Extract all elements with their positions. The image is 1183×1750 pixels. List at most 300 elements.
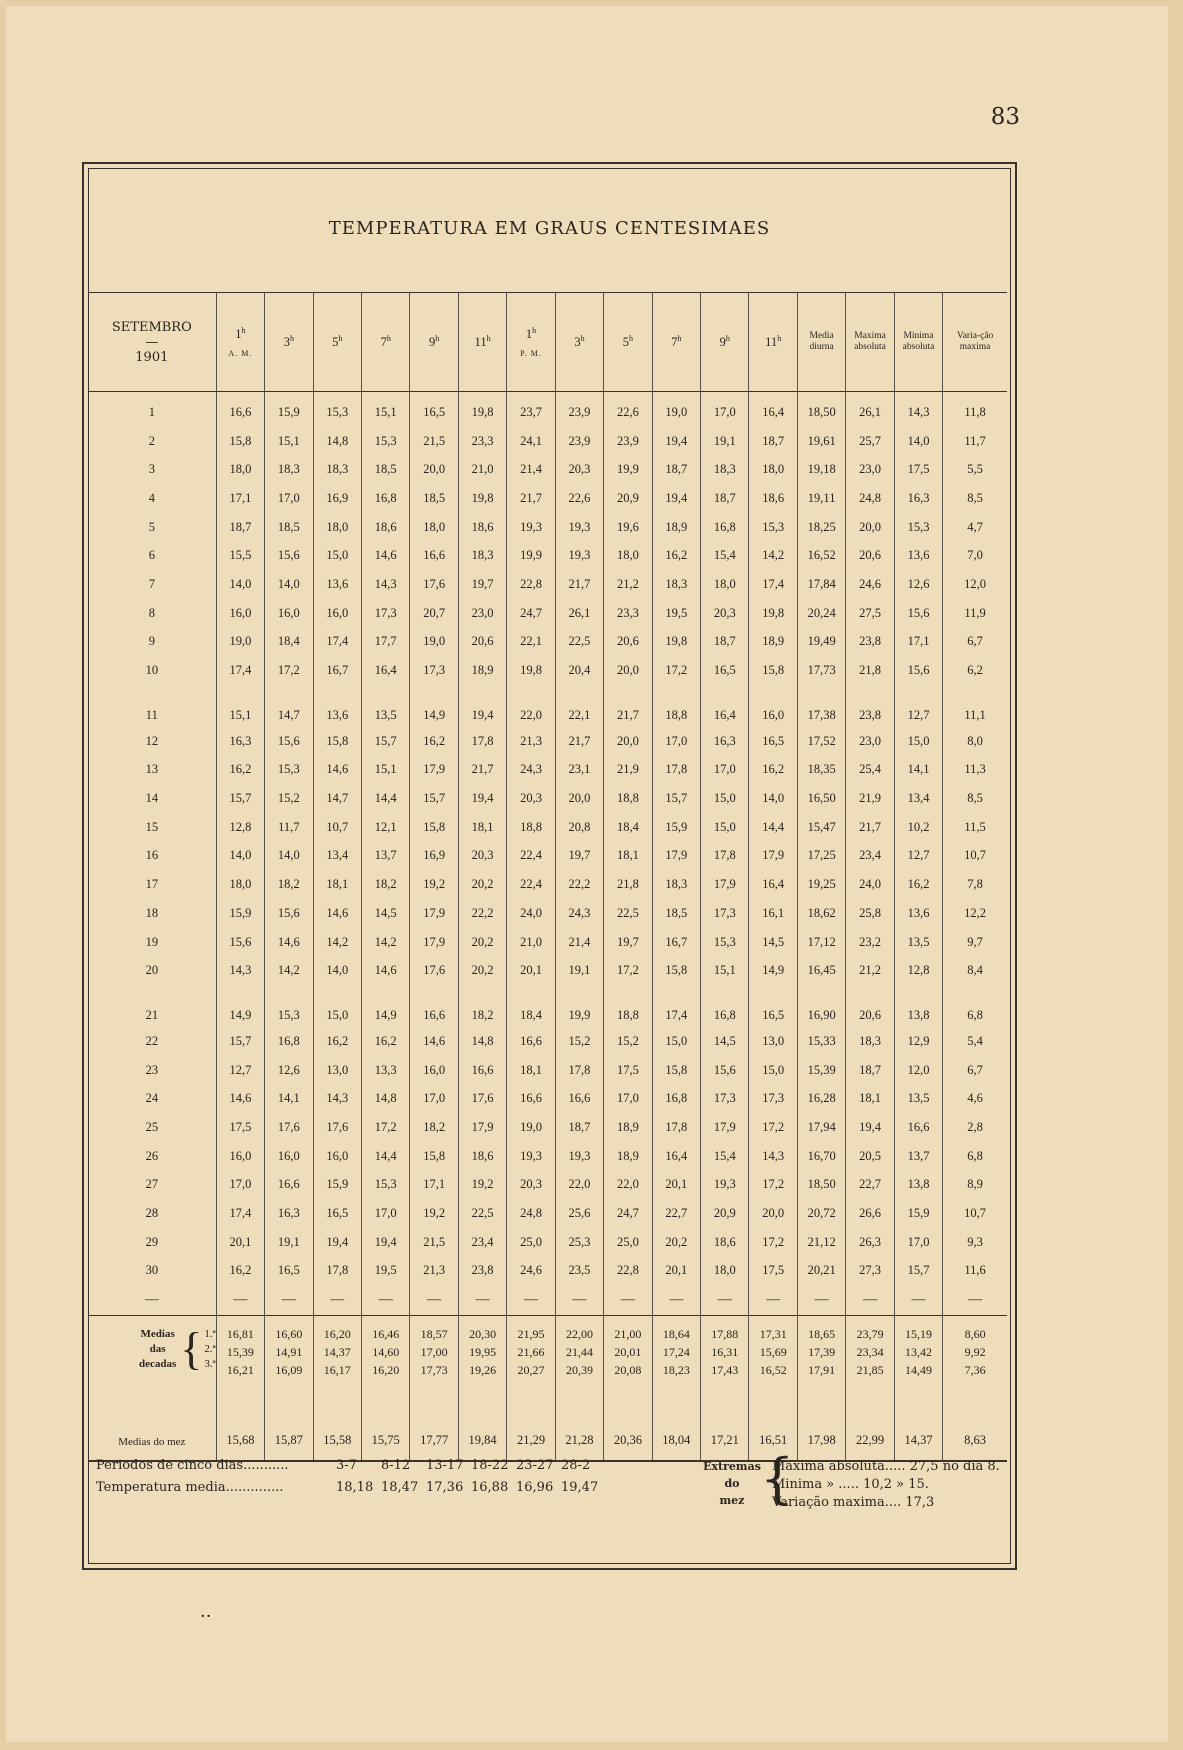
- dash-cell: —: [265, 1285, 313, 1316]
- temp-row: [96, 1480, 283, 1495]
- value-cell: 17,9: [701, 1113, 749, 1142]
- table-row: [88, 1199, 1007, 1228]
- value-cell: 17,0: [604, 1084, 652, 1113]
- decade-value-cell: 18,23: [652, 1362, 700, 1390]
- decade-value-cell: 13,42: [894, 1344, 942, 1362]
- value-cell: 19,18: [797, 455, 845, 484]
- decade-value-cell: 20,30: [458, 1316, 506, 1345]
- value-cell: 18,5: [265, 513, 313, 542]
- value-cell: 18,0: [604, 541, 652, 570]
- decade-value-cell: 15,19: [894, 1316, 942, 1345]
- decade-label-word: decadas: [138, 1357, 177, 1370]
- value-cell: 16,3: [701, 727, 749, 756]
- value-cell: 19,8: [652, 628, 700, 657]
- value-cell: 20,5: [846, 1142, 894, 1171]
- value-cell: 16,9: [410, 842, 458, 871]
- table-row: [88, 599, 1007, 628]
- value-cell: 18,35: [797, 756, 845, 785]
- value-cell: 19,5: [361, 1257, 409, 1286]
- day-cell: 2: [148, 433, 155, 448]
- value-cell: 21,2: [604, 570, 652, 599]
- value-cell: 15,8: [652, 1056, 700, 1085]
- value-cell: 26,1: [555, 599, 603, 628]
- table-row: [88, 392, 1007, 427]
- value-cell: 12,7: [216, 1056, 264, 1085]
- periods-row: [96, 1458, 289, 1473]
- table-row: [88, 1084, 1007, 1113]
- dash-cell: —: [507, 1285, 555, 1316]
- month-mean-cell: 20,36: [604, 1390, 652, 1461]
- value-cell: 23,9: [555, 392, 603, 427]
- header-hour-label: 11: [474, 335, 487, 350]
- value-cell: 19,8: [507, 656, 555, 685]
- value-cell: 17,94: [797, 1113, 845, 1142]
- value-cell: 12,7: [894, 842, 942, 871]
- value-cell: 19,11: [797, 484, 845, 513]
- value-cell: 16,5: [313, 1199, 361, 1228]
- value-cell: 20,2: [458, 956, 506, 985]
- value-cell: 15,0: [313, 541, 361, 570]
- value-cell: 25,6: [555, 1199, 603, 1228]
- day-cell: 18: [145, 905, 159, 920]
- value-cell: 16,4: [701, 685, 749, 727]
- decade-value-cell: 16,20: [361, 1362, 409, 1390]
- header-hour-label: 1: [235, 327, 242, 342]
- value-cell: 21,7: [555, 727, 603, 756]
- value-cell: 14,7: [313, 784, 361, 813]
- value-cell: 20,1: [216, 1228, 264, 1257]
- value-cell: 16,28: [797, 1084, 845, 1113]
- value-cell: 19,4: [458, 784, 506, 813]
- value-cell: 23,9: [604, 427, 652, 456]
- extremes-label-2: do: [724, 1477, 740, 1490]
- value-cell: 17,4: [652, 985, 700, 1027]
- value-cell: 20,3: [701, 599, 749, 628]
- value-cell: 16,45: [797, 956, 845, 985]
- value-cell: 19,1: [701, 427, 749, 456]
- value-cell: 19,4: [846, 1113, 894, 1142]
- value-cell: 18,0: [410, 513, 458, 542]
- value-cell: 17,84: [797, 570, 845, 599]
- value-cell: 18,2: [458, 985, 506, 1027]
- value-cell: 15,39: [797, 1056, 845, 1085]
- value-cell: 16,0: [313, 1142, 361, 1171]
- decade-value-cell: 20,27: [507, 1362, 555, 1390]
- value-cell: 18,7: [749, 427, 797, 456]
- value-cell: 17,2: [652, 656, 700, 685]
- value-cell: 18,7: [652, 455, 700, 484]
- decade-number: 2.ª: [204, 1342, 216, 1355]
- decade-value-cell: 17,24: [652, 1344, 700, 1362]
- decade-value-cell: 20,39: [555, 1362, 603, 1390]
- day-cell: 7: [148, 576, 155, 591]
- value-cell: 16,6: [410, 985, 458, 1027]
- table-row: [88, 455, 1007, 484]
- value-cell: 19,3: [555, 541, 603, 570]
- value-cell: 18,8: [652, 685, 700, 727]
- decade-value-cell: 16,17: [313, 1362, 361, 1390]
- value-cell: 16,6: [216, 392, 264, 427]
- value-cell: 16,5: [701, 656, 749, 685]
- value-cell: 15,5: [216, 541, 264, 570]
- decade-value-cell: 21,85: [846, 1362, 894, 1390]
- value-cell: 15,7: [652, 784, 700, 813]
- value-cell: 17,0: [652, 727, 700, 756]
- value-cell: 20,0: [749, 1199, 797, 1228]
- value-cell: 19,2: [410, 1199, 458, 1228]
- table-row: [88, 813, 1007, 842]
- value-cell: 16,2: [313, 1027, 361, 1056]
- value-cell: 18,7: [701, 628, 749, 657]
- period-value: 3-7: [336, 1458, 357, 1473]
- table-row: [88, 727, 1007, 756]
- value-cell: 16,8: [265, 1027, 313, 1056]
- table-row: [88, 628, 1007, 657]
- value-cell: 14,4: [361, 784, 409, 813]
- value-cell: 16,5: [410, 392, 458, 427]
- value-cell: 14,7: [265, 685, 313, 727]
- value-cell: 15,2: [604, 1027, 652, 1056]
- value-cell: 15,9: [216, 899, 264, 928]
- decade-value-cell: 14,91: [265, 1344, 313, 1362]
- value-cell: 13,6: [894, 541, 942, 570]
- decade-value-cell: 20,08: [604, 1362, 652, 1390]
- decade-number: 3.ª: [204, 1357, 216, 1370]
- header-hour-8: [555, 293, 603, 392]
- value-cell: 23,8: [846, 685, 894, 727]
- value-cell: 20,1: [507, 956, 555, 985]
- value-cell: 10,7: [943, 842, 1007, 871]
- value-cell: 18,4: [507, 985, 555, 1027]
- value-cell: 16,2: [652, 541, 700, 570]
- value-cell: 18,8: [604, 784, 652, 813]
- value-cell: 18,1: [313, 870, 361, 899]
- value-cell: 26,3: [846, 1228, 894, 1257]
- value-cell: 22,5: [604, 899, 652, 928]
- month-mean-cell: 8,63: [943, 1390, 1007, 1461]
- header-hour-5: [410, 293, 458, 392]
- value-cell: 22,5: [555, 628, 603, 657]
- value-cell: 25,3: [555, 1228, 603, 1257]
- value-cell: 15,6: [265, 899, 313, 928]
- value-cell: 17,38: [797, 685, 845, 727]
- value-cell: 18,0: [216, 455, 264, 484]
- decade-value-cell: 16,81: [216, 1316, 264, 1345]
- value-cell: 15,0: [701, 784, 749, 813]
- month-mean-cell: 17,77: [410, 1390, 458, 1461]
- value-cell: 14,3: [361, 570, 409, 599]
- value-cell: 23,0: [846, 455, 894, 484]
- value-cell: 16,6: [458, 1056, 506, 1085]
- value-cell: 18,6: [701, 1228, 749, 1257]
- value-cell: 15,33: [797, 1027, 845, 1056]
- value-cell: 15,9: [265, 392, 313, 427]
- header-hour-label: 1: [525, 327, 533, 342]
- value-cell: 23,9: [555, 427, 603, 456]
- decade-value-cell: 18,65: [797, 1316, 845, 1345]
- value-cell: 16,0: [313, 599, 361, 628]
- day-cell: 29: [145, 1234, 159, 1249]
- value-cell: 17,0: [894, 1228, 942, 1257]
- day-cell: 8: [148, 605, 155, 620]
- decade-value-cell: 19,95: [458, 1344, 506, 1362]
- value-cell: 11,9: [943, 599, 1007, 628]
- value-cell: 16,3: [216, 727, 264, 756]
- day-cell: 20: [145, 963, 159, 978]
- value-cell: 17,5: [749, 1257, 797, 1286]
- value-cell: 10,7: [313, 813, 361, 842]
- decade-value-cell: 14,60: [361, 1344, 409, 1362]
- header-hour-suffix: h: [725, 333, 730, 343]
- value-cell: 18,0: [749, 455, 797, 484]
- value-cell: 17,1: [894, 628, 942, 657]
- temp-label: Temperatura media: [96, 1480, 226, 1495]
- table-row: [88, 756, 1007, 785]
- value-cell: 9,7: [943, 928, 1007, 957]
- value-cell: 18,2: [410, 1113, 458, 1142]
- value-cell: 17,0: [265, 484, 313, 513]
- value-cell: 16,90: [797, 985, 845, 1027]
- value-cell: 19,8: [458, 392, 506, 427]
- value-cell: 17,2: [265, 656, 313, 685]
- value-cell: 22,0: [555, 1171, 603, 1200]
- value-cell: 22,8: [604, 1257, 652, 1286]
- value-cell: 17,6: [313, 1113, 361, 1142]
- periods-values: [336, 1458, 606, 1473]
- value-cell: 12,8: [216, 813, 264, 842]
- value-cell: 16,6: [894, 1113, 942, 1142]
- table-row: [88, 484, 1007, 513]
- value-cell: 15,3: [701, 928, 749, 957]
- header-hour-period: P. M.: [520, 348, 542, 358]
- day-cell: 17: [145, 877, 159, 892]
- value-cell: 14,3: [313, 1084, 361, 1113]
- value-cell: 2,8: [943, 1113, 1007, 1142]
- value-cell: 14,4: [361, 1142, 409, 1171]
- value-cell: 16,4: [361, 656, 409, 685]
- value-cell: 8,9: [943, 1171, 1007, 1200]
- value-cell: 20,1: [652, 1171, 700, 1200]
- value-cell: 18,9: [652, 513, 700, 542]
- decade-label-word: Medias: [140, 1327, 175, 1340]
- value-cell: 18,50: [797, 392, 845, 427]
- value-cell: 17,2: [749, 1113, 797, 1142]
- header-hour-7: [507, 293, 555, 392]
- value-cell: 16,0: [265, 1142, 313, 1171]
- value-cell: 14,2: [749, 541, 797, 570]
- value-cell: 16,3: [265, 1199, 313, 1228]
- value-cell: 6,8: [943, 1142, 1007, 1171]
- decade-value-cell: 14,49: [894, 1362, 942, 1390]
- value-cell: 17,25: [797, 842, 845, 871]
- value-cell: 25,0: [507, 1228, 555, 1257]
- table-row: [88, 1027, 1007, 1056]
- value-cell: 19,9: [507, 541, 555, 570]
- value-cell: 21,7: [604, 685, 652, 727]
- header-row: [88, 293, 1007, 392]
- period-value: 8-12: [381, 1458, 411, 1473]
- value-cell: 25,4: [846, 756, 894, 785]
- table-row: [88, 656, 1007, 685]
- value-cell: 17,0: [701, 392, 749, 427]
- value-cell: 21,9: [604, 756, 652, 785]
- extreme-max: Maxima absoluta..... 27,5 no dia 8.: [772, 1459, 1000, 1474]
- decade-value-cell: 15,39: [216, 1344, 264, 1362]
- extremes-label-3: mez: [719, 1494, 745, 1507]
- value-cell: 15,8: [313, 727, 361, 756]
- value-cell: 20,2: [458, 928, 506, 957]
- value-cell: 18,50: [797, 1171, 845, 1200]
- value-cell: 18,7: [555, 1113, 603, 1142]
- header-hour-label: 9: [429, 335, 436, 350]
- value-cell: 15,47: [797, 813, 845, 842]
- table-row: [88, 427, 1007, 456]
- value-cell: 18,7: [216, 513, 264, 542]
- value-cell: 17,12: [797, 928, 845, 957]
- value-cell: 15,3: [361, 427, 409, 456]
- value-cell: 16,4: [652, 1142, 700, 1171]
- value-cell: 26,6: [846, 1199, 894, 1228]
- decade-value-cell: 21,00: [604, 1316, 652, 1345]
- value-cell: 19,3: [507, 1142, 555, 1171]
- table-row: [88, 1056, 1007, 1085]
- value-cell: 27,5: [846, 599, 894, 628]
- value-cell: 24,0: [846, 870, 894, 899]
- value-cell: 24,1: [507, 427, 555, 456]
- value-cell: 22,0: [507, 685, 555, 727]
- value-cell: 14,8: [458, 1027, 506, 1056]
- value-cell: 16,3: [894, 484, 942, 513]
- decade-label: [88, 1316, 216, 1391]
- value-cell: 15,8: [749, 656, 797, 685]
- value-cell: 19,5: [652, 599, 700, 628]
- value-cell: 20,6: [846, 541, 894, 570]
- decade-value-cell: 21,66: [507, 1344, 555, 1362]
- value-cell: 15,0: [652, 1027, 700, 1056]
- value-cell: 12,1: [361, 813, 409, 842]
- value-cell: 15,4: [701, 1142, 749, 1171]
- value-cell: 14,1: [265, 1084, 313, 1113]
- value-cell: 19,0: [410, 628, 458, 657]
- value-cell: 14,6: [313, 756, 361, 785]
- value-cell: 16,6: [507, 1027, 555, 1056]
- value-cell: 25,0: [604, 1228, 652, 1257]
- value-cell: 14,6: [361, 541, 409, 570]
- value-cell: 24,6: [846, 570, 894, 599]
- extreme-min: Minima » ..... 10,2 » 15.: [772, 1477, 929, 1492]
- value-cell: 13,0: [749, 1027, 797, 1056]
- header-maxima-absoluta: Maxima absoluta: [846, 293, 894, 392]
- value-cell: 14,1: [894, 756, 942, 785]
- value-cell: 19,9: [604, 455, 652, 484]
- value-cell: 20,21: [797, 1257, 845, 1286]
- value-cell: 24,6: [507, 1257, 555, 1286]
- value-cell: 20,6: [604, 628, 652, 657]
- value-cell: 16,7: [652, 928, 700, 957]
- value-cell: 17,3: [361, 599, 409, 628]
- value-cell: 15,7: [216, 1027, 264, 1056]
- decade-value-cell: 16,31: [701, 1344, 749, 1362]
- periods-leader: ...........: [243, 1458, 289, 1473]
- value-cell: 18,25: [797, 513, 845, 542]
- decade-value-cell: 22,00: [555, 1316, 603, 1345]
- value-cell: 17,3: [701, 899, 749, 928]
- value-cell: 19,2: [458, 1171, 506, 1200]
- value-cell: 14,5: [749, 928, 797, 957]
- temp-value: 16,88: [471, 1480, 509, 1495]
- value-cell: 15,3: [313, 392, 361, 427]
- value-cell: 4,7: [943, 513, 1007, 542]
- dash-cell: —: [410, 1285, 458, 1316]
- value-cell: 18,1: [604, 842, 652, 871]
- value-cell: 17,0: [216, 1171, 264, 1200]
- value-cell: 15,0: [701, 813, 749, 842]
- value-cell: 18,4: [265, 628, 313, 657]
- value-cell: 17,8: [652, 1113, 700, 1142]
- value-cell: 14,0: [216, 570, 264, 599]
- value-cell: 14,8: [361, 1084, 409, 1113]
- value-cell: 22,2: [458, 899, 506, 928]
- decade-value-cell: 9,92: [943, 1344, 1007, 1362]
- value-cell: 14,6: [216, 1084, 264, 1113]
- value-cell: 18,9: [604, 1113, 652, 1142]
- value-cell: 20,9: [604, 484, 652, 513]
- value-cell: 15,3: [894, 513, 942, 542]
- value-cell: 15,0: [894, 727, 942, 756]
- month-mean-cell: 15,58: [313, 1390, 361, 1461]
- decade-value-cell: 20,01: [604, 1344, 652, 1362]
- value-cell: 18,6: [749, 484, 797, 513]
- day-cell: 13: [145, 762, 159, 777]
- decade-value-cell: 17,39: [797, 1344, 845, 1362]
- header-media-diurna: Media diurna: [797, 293, 845, 392]
- value-cell: 18,3: [265, 455, 313, 484]
- decade-number: 1.ª: [204, 1327, 216, 1340]
- value-cell: 13,5: [894, 1084, 942, 1113]
- value-cell: 18,9: [749, 628, 797, 657]
- day-cell: 25: [145, 1119, 159, 1134]
- value-cell: 15,1: [265, 427, 313, 456]
- decade-brace: {: [180, 1323, 203, 1375]
- value-cell: 14,0: [313, 956, 361, 985]
- period-value: 28-2: [561, 1458, 591, 1473]
- value-cell: 14,0: [894, 427, 942, 456]
- value-cell: 18,0: [313, 513, 361, 542]
- value-cell: 19,4: [361, 1228, 409, 1257]
- table-row: [88, 1171, 1007, 1200]
- value-cell: 23,8: [846, 628, 894, 657]
- value-cell: 15,8: [652, 956, 700, 985]
- value-cell: 15,1: [361, 756, 409, 785]
- period-value: 18-22: [471, 1458, 509, 1473]
- value-cell: 20,8: [555, 813, 603, 842]
- day-cell: 16: [145, 848, 159, 863]
- value-cell: 13,8: [894, 1171, 942, 1200]
- value-cell: 14,2: [313, 928, 361, 957]
- value-cell: 11,3: [943, 756, 1007, 785]
- value-cell: 14,0: [216, 842, 264, 871]
- value-cell: 12,6: [894, 570, 942, 599]
- decade-value-cell: 23,34: [846, 1344, 894, 1362]
- day-cell: 9: [148, 634, 155, 649]
- value-cell: 21,7: [555, 570, 603, 599]
- value-cell: 21,5: [410, 427, 458, 456]
- header-hour-suffix: h: [580, 333, 585, 343]
- table-row: [88, 985, 1007, 1027]
- value-cell: 18,5: [652, 899, 700, 928]
- value-cell: 20,3: [507, 1171, 555, 1200]
- month-mean-label: Medias do mez: [88, 1390, 216, 1461]
